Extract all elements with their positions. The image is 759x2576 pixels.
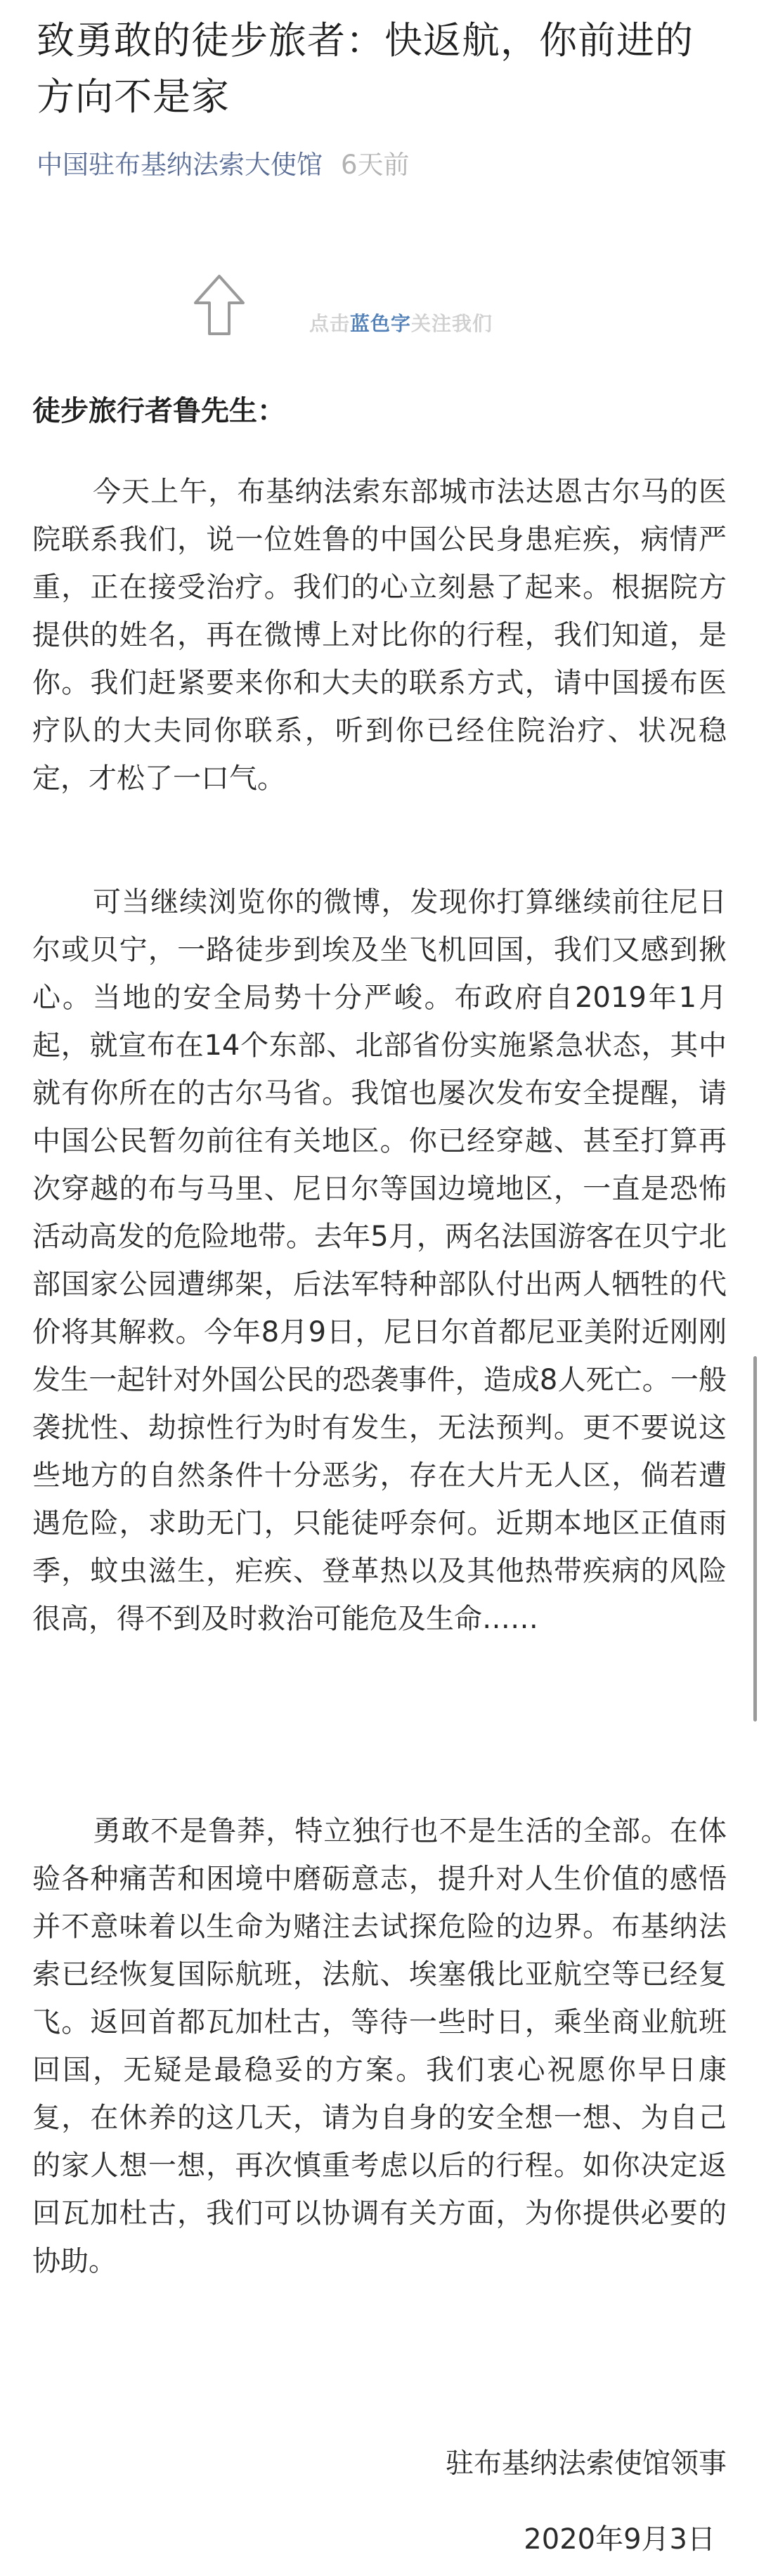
letter-salutation: 徒步旅行者鲁先生： bbox=[32, 395, 285, 427]
follow-hint-text bbox=[309, 311, 493, 337]
page-scrollbar[interactable] bbox=[753, 0, 758, 2576]
follow-hint-suffix: 关注我们 bbox=[411, 312, 493, 335]
follow-banner[interactable] bbox=[190, 271, 569, 341]
up-arrow-icon bbox=[193, 273, 246, 337]
letter-paragraph-2: 可当继续浏览你的微博，发现你打算继续前往尼日尔或贝宁，一路徒步到埃及坐飞机回国，我们又感到揪心。当地的安全局势十分严峻。布政府自2019年1月起，就宣布在14个东部、北部省份实施紧急状态，其中就有你所在的古尔马省。我馆也屡次发布安全提醒，请中国公民暂勿前往有关地区。你已经穿越、甚至打算再次穿越的布与马里、尼日尔等国边境地区，一直是恐怖活动高发的危险地带。去年5月，两名法国游客在贝宁北部国家公园遭绑架，后法军特种部队付出两人牺牲的代价将其解救。今年8月9日，尼日尔首都尼亚美附近刚刚发生一起针对外国公民的恐袭事件，造成8人死亡。一般袭扰性、劫掠性行为时有发生，无法预判。更不要说这些地方的自然条件十分恶劣，存在大片无人区，倘若遭遇危险，求助无门，只能徒呼奈何。近期本地区正值雨季，蚊虫滋生，疟疾、登革热以及其他热带疾病的风险很高，得不到及时救治可能危及生命…… bbox=[32, 886, 727, 1635]
letter-paragraph-1: 今天上午，布基纳法索东部城市法达恩古尔马的医院联系我们，说一位姓鲁的中国公民身患疟疾，病情严重，正在接受治疗。我们的心立刻悬了起来。根据院方提供的姓名，再在微博上对比你的行程，我们知道，是你。我们赶紧要来你和大夫的联系方式，请中国援布医疗队的大夫同你联系，听到你已经住院治疗、状况稳定，才松了一口气。 bbox=[32, 476, 727, 795]
publish-time: 6天前 bbox=[341, 150, 410, 180]
follow-hint-prefix: 点击 bbox=[309, 312, 351, 335]
account-name-link[interactable]: 中国驻布基纳法索大使馆 bbox=[37, 150, 323, 180]
letter-date: 2020年9月3日 bbox=[524, 2523, 715, 2556]
article-title: 致勇敢的徒步旅者：快返航，你前进的方向不是家 bbox=[37, 18, 694, 119]
letter-paragraph-3: 勇敢不是鲁莽，特立独行也不是生活的全部。在体验各种痛苦和困境中磨砺意志，提升对人生价值的感悟并不意味着以生命为赌注去试探危险的边界。布基纳法索已经恢复国际航班，法航、埃塞俄比亚航空等已经复飞。返回首都瓦加杜古，等待一些时日，乘坐商业航班回国，无疑是最稳妥的方案。我们衷心祝愿你早日康复，在休养的这几天，请为自身的安全想一想、为自己的家人想一想，再次慎重考虑以后的行程。如你决定返回瓦加杜古，我们可以协调有关方面，为你提供必要的协助。 bbox=[32, 1815, 727, 2277]
follow-hint-highlight: 蓝色字 bbox=[350, 312, 412, 335]
letter-signature: 驻布基纳法索使馆领事 bbox=[446, 2447, 727, 2480]
scrollbar-thumb[interactable] bbox=[753, 1356, 757, 1722]
article-meta bbox=[37, 148, 410, 183]
